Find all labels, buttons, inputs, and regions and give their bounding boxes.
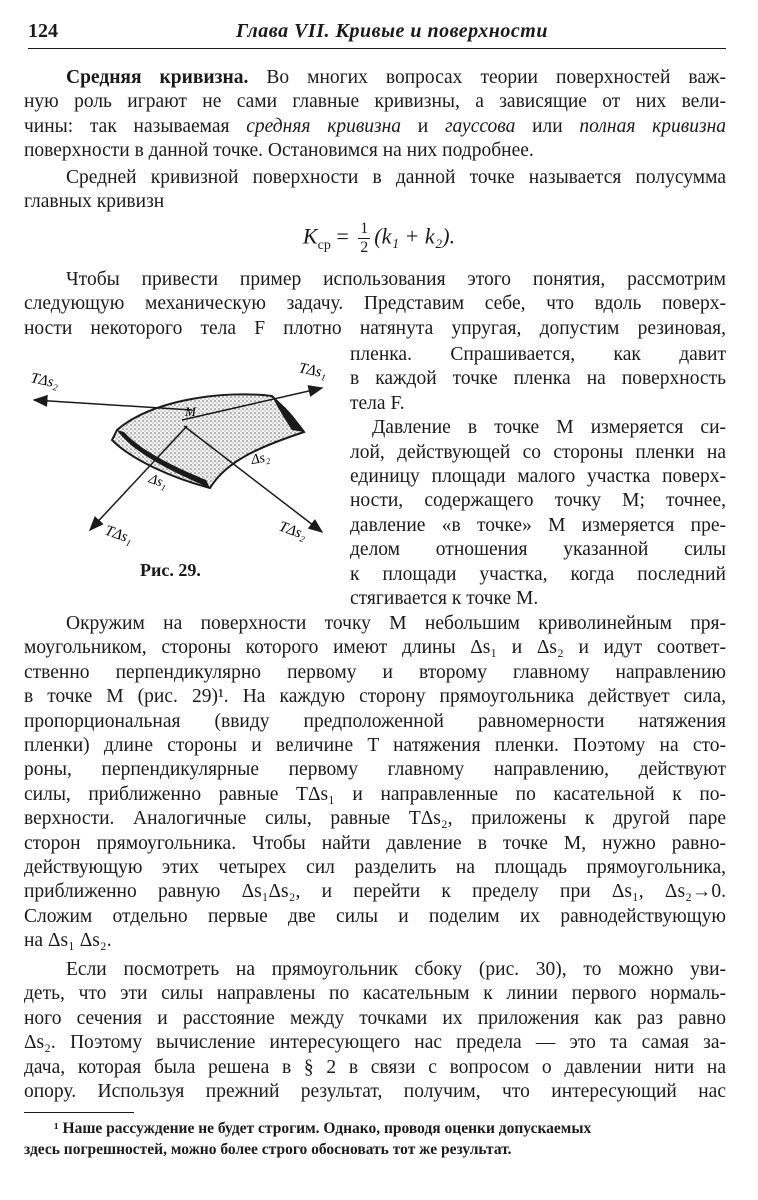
text-line: Средней кривизной поверхности в данной точке называется полусумма [66,167,726,188]
label-tds1-top: TΔs₁ [297,360,329,382]
text-line: ственно перпендикулярно первому и второму главному направлению [24,661,726,683]
text-line: давление «в точке» M измеряется пре- [350,514,726,536]
figure-29-surface [22,360,342,592]
formula-subscript: ср [317,237,331,253]
text-line: Давление в точке M измеряется си- [372,417,726,439]
paragraph-example [24,268,726,341]
text-line: силы, приближенно равные TΔs₁ и направленные по касательной к по- [24,783,726,805]
label-ds1: Δs₁ [146,471,170,493]
text-line: Сложим отдельно первые две силы и поделим их равнодействующую [24,905,726,927]
text-line: пленка. Спрашивается, как давит [350,344,726,365]
footnote-rule [24,1112,134,1113]
label-ds2: Δs₂ [250,449,271,468]
text-line: Δs₂. Поэтому вычисление интересующего нас предела — это та самая за- [24,1032,726,1054]
text-line: тела F. [350,392,405,414]
paragraph-rectangle [24,612,726,953]
label-tds2-bottom: TΔs₂ [276,518,309,544]
text-line: стягивается к точке M. [350,588,539,610]
text-line: Во многих вопросах теории поверхностей важ- [266,67,726,88]
text-line: ного сечения и расстояние между точками их приложения как раз равно [24,1007,726,1029]
text-line: в каждой точке пленка на поверхность [350,368,726,390]
text-line: поверхности в данной точке. Остановимся на них подробнее. [24,140,534,162]
term-mean-curvature: средняя кривизна [246,115,402,137]
formula-fraction: $\frac{1}{2}$ [360,220,369,256]
text-line: ности некоторого тела F плотно натянута упругая, допустим резиновая, [24,317,726,339]
text-line: деть, что эти силы направлены по касательным к линии первого нормаль- [24,983,726,1005]
formula-lhs: K [302,223,318,249]
text-line: сторон прямоугольника. Чтобы найти давление в точке M, нужно равно- [24,832,726,854]
text-line: приближенно равную Δs₁Δs₂, и перейти к пределу при Δs₁, Δs₂→0. [24,881,726,903]
text-line: на Δs₁ Δs₂. [24,930,112,952]
text-line: пленки) длине стороны и величине T натяжения пленки. Поэтому на сто- [24,734,726,756]
text-line: Окружим на поверхности точку M небольшим криволинейным пря- [66,613,726,634]
label-tds1-bottom: TΔs₁ [102,522,135,548]
formula-rhs: (k₁ + k₂). [374,223,456,249]
footnote-line: здесь погрешностей, можно более строго обосновать тот же результат. [24,1141,512,1158]
text-line: верхности. Аналогичные силы, равные TΔs₂, приложены к другой паре [24,808,726,830]
text-line: ную роль играют не сами главные кривизны, а зависящие от них вели- [24,91,726,113]
text-line: Если посмотреть на прямоугольник сбоку (рис. 30), то можно уви- [66,959,726,980]
text-line: в точке M (рис. 29)¹. На каждую сторону прямоугольника действует сила, [24,686,726,708]
text-line: опору. Используя прежний результат, получим, что интересующий нас [24,1080,726,1102]
page-number: 124 [28,20,58,42]
text-line: к площади участка, когда последний [350,563,726,585]
footnote [24,1118,726,1160]
text-line: лой, действующей со стороны пленки на [350,441,726,463]
text-line: действующую этих четырех сил разделить на площадь прямоугольника, [24,856,726,878]
paragraph-mean-curvature [24,66,726,164]
label-M: M [185,404,196,419]
page-header [28,16,726,46]
footnote-line: ¹ Наше рассуждение не будет строгим. Однако, проводя оценки допускаемых [54,1120,592,1137]
text-line: делом отношения указанной силы [350,539,726,561]
term-total-curvature: полная кривизна [579,115,726,137]
paragraph-side-view [24,958,726,1104]
figure-caption: Рис. 29. [140,560,201,580]
text-line: пропорциональная (ввиду предположенной равномерности натяжения [24,710,726,732]
surface-patch [112,394,304,488]
text-line: чины: так называемая средняя кривизна и гауссова или полная кривизна [24,115,726,137]
mean-curvature-formula: $K_{ср}$ = $\frac{1}{2}$ (k₁ + k₂). [302,220,456,256]
term-gaussian: гауссова [444,115,516,137]
text-line: главных кривизн [24,191,165,213]
text-line: Чтобы привести пример использования этого понятия, рассмотрим [66,269,726,290]
side-text [350,343,726,611]
text-line: ности, содержащего точку M; точнее, [350,490,726,512]
running-head: Глава VII. Кривые и поверхности [236,20,548,42]
text-line: следующую механическую задачу. Представим себе, что вдоль поверх- [24,293,726,315]
text-line: единицу площади малого участка поверх- [350,466,726,488]
section-lead: Средняя кривизна. [66,67,249,88]
text-line: дача, которая была решена в § 2 в связи с вопросом о давлении нити на [24,1056,726,1078]
header-rule [28,48,726,49]
paragraph-definition [24,166,726,215]
text-line: роны, перпендикулярные первому главному направлению, действуют [24,759,726,781]
text-line: моугольником, стороны которого имеют длины Δs₁ и Δs₂ и идут соответ- [24,637,726,659]
label-tds2-left: TΔs₂ [29,370,61,392]
